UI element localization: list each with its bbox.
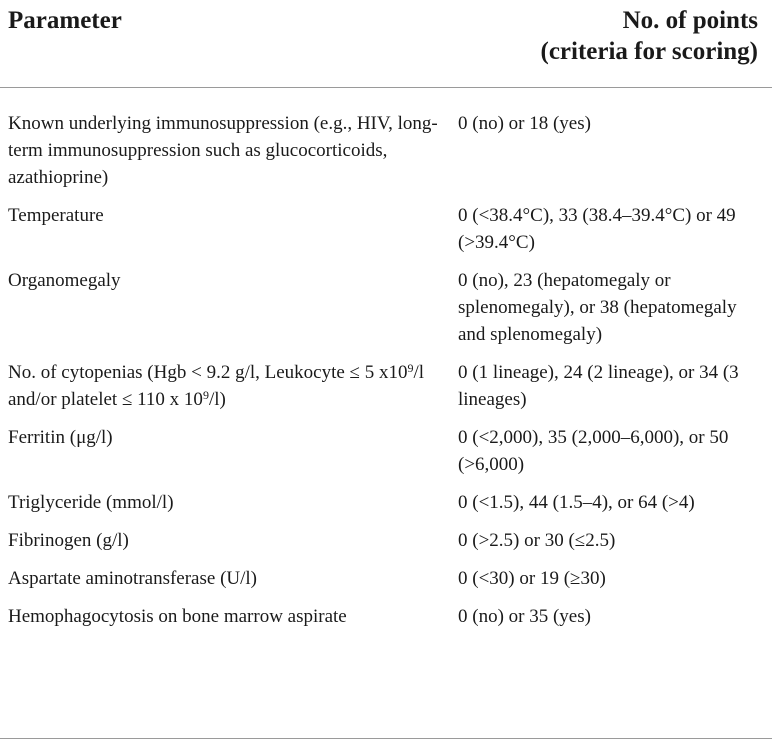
table-header: [0, 0, 772, 88]
table-row: [0, 565, 772, 592]
table-row: [0, 110, 772, 191]
table-row: [0, 202, 772, 256]
superscript: 9: [202, 388, 209, 402]
points-cell: 0 (1 lineage), 24 (2 lineage), or 34 (3 lineages): [458, 362, 739, 410]
parameter-cell: Aspartate aminotransferase (U/l): [8, 568, 258, 589]
parameter-cell: Fibrinogen (g/l): [8, 530, 129, 551]
table-row: [0, 489, 772, 516]
parameter-cell: Known underlying immunosuppression (e.g., HIV, long-term immunosuppression such as glucocorticoids, azathioprine): [8, 113, 438, 188]
points-cell: 0 (>2.5) or 30 (≤2.5): [458, 530, 616, 551]
parameter-cell: Triglyceride (mmol/l): [8, 492, 174, 513]
parameter-text-a: No. of cytopenias (Hgb < 9.2 g/l, Leukocyte ≤ 5 x10: [8, 362, 408, 383]
table-row: [0, 527, 772, 554]
table-row: [0, 424, 772, 478]
parameter-cell: Hemophagocytosis on bone marrow aspirate: [8, 606, 347, 627]
table-body: [0, 88, 772, 630]
superscript: 9: [407, 361, 414, 375]
points-cell: 0 (<1.5), 44 (1.5–4), or 64 (>4): [458, 492, 695, 513]
parameter-text-c: /l): [208, 389, 226, 410]
parameter-cell: Ferritin (μg/l): [8, 427, 113, 448]
parameter-cell: [8, 359, 458, 413]
points-cell: 0 (no), 23 (hepatomegaly or splenomegaly), or 38 (hepatomegaly and splenomegaly): [458, 270, 737, 345]
header-points-line1: No. of points: [622, 7, 758, 34]
table-bottom-rule: [0, 738, 772, 739]
table-row: [0, 359, 772, 413]
points-cell: 0 (no) or 35 (yes): [458, 606, 591, 627]
points-cell: 0 (<30) or 19 (≥30): [458, 568, 606, 589]
parameter-text-b: /l and/or platelet ≤ 110 x 10: [8, 362, 425, 410]
points-cell: 0 (no) or 18 (yes): [458, 113, 591, 134]
header-points-line2: (criteria for scoring): [540, 38, 758, 65]
points-cell: 0 (<38.4°C), 33 (38.4–39.4°C) or 49 (>39.4°C): [458, 205, 736, 253]
table-row: [0, 603, 772, 630]
points-cell: 0 (<2,000), 35 (2,000–6,000), or 50 (>6,000): [458, 427, 729, 475]
header-parameter: Parameter: [8, 7, 122, 34]
parameter-cell: Temperature: [8, 205, 104, 226]
table-row: [0, 267, 772, 348]
parameter-cell: Organomegaly: [8, 270, 121, 291]
header-points: [458, 4, 762, 87]
